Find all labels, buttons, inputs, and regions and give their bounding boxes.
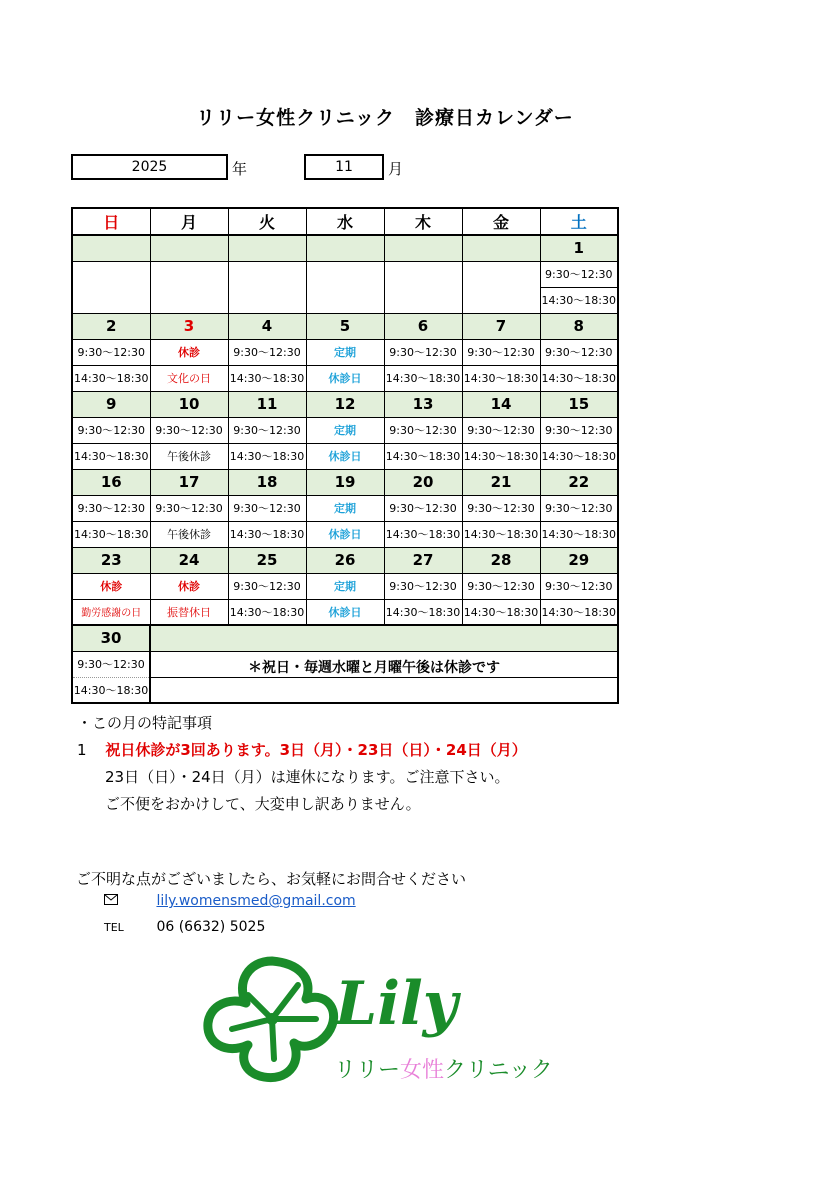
afternoon-closed: 午後休診 (150, 443, 228, 469)
month-label: 月 (388, 160, 404, 178)
am-row (72, 417, 618, 443)
clinic-logo (202, 955, 572, 1085)
page-title: リリー女性クリニック 診療日カレンダー (196, 107, 574, 129)
date-cell: 18 (228, 469, 306, 495)
date-cell: 21 (462, 469, 540, 495)
date-cell: 15 (540, 391, 618, 417)
hours-am: 9:30〜12:30 (462, 417, 540, 443)
hours-pm: 14:30〜18:30 (384, 599, 462, 625)
hours-pm: 14:30〜18:30 (384, 521, 462, 547)
date-cell: 27 (384, 547, 462, 573)
hours-pm: 14:30〜18:30 (462, 521, 540, 547)
date-cell: 13 (384, 391, 462, 417)
lily-flower-icon (202, 955, 342, 1085)
date-cell: 22 (540, 469, 618, 495)
pm-row (72, 599, 618, 625)
weekday-sun: 日 (72, 208, 150, 235)
date-cell (72, 235, 150, 261)
wednesday-closed-top: 定期 (306, 495, 384, 521)
hours-am: 9:30〜12:30 (384, 573, 462, 599)
pm-row (72, 521, 618, 547)
date-cell (150, 235, 228, 261)
pm-row (72, 365, 618, 391)
hours-am: 9:30〜12:30 (540, 573, 618, 599)
hours-pm: 14:30〜18:30 (540, 443, 618, 469)
email-link[interactable]: lily.womensmed@gmail.com (156, 893, 356, 909)
hours-am: 9:30〜12:30 (228, 573, 306, 599)
date-cell: 19 (306, 469, 384, 495)
wednesday-closed-bottom: 休診日 (306, 599, 384, 625)
hours-pm: 14:30〜18:30 (462, 599, 540, 625)
date-row (72, 469, 618, 495)
hours-am: 9:30〜12:30 (228, 339, 306, 365)
clinic-calendar (71, 207, 619, 704)
tel-label: TEL (104, 921, 124, 934)
date-cell: 29 (540, 547, 618, 573)
pm-row (72, 677, 618, 703)
wednesday-closed-bottom: 休診日 (306, 365, 384, 391)
hours-am: 9:30〜12:30 (384, 495, 462, 521)
date-cell: 14 (462, 391, 540, 417)
date-cell: 24 (150, 547, 228, 573)
weekday-fri: 金 (462, 208, 540, 235)
hours-pm: 14:30〜18:30 (384, 443, 462, 469)
notes-item-line1: 祝日休診が3回あります。3日（月）・23日（日）・24日（月） (105, 741, 527, 759)
date-row (72, 625, 618, 651)
hours-am: 9:30〜12:30 (540, 261, 618, 287)
hours-pm: 14:30〜18:30 (72, 365, 150, 391)
weekday-sat: 土 (540, 208, 618, 235)
hours-pm: 14:30〜18:30 (72, 677, 150, 703)
hours-pm: 14:30〜18:30 (540, 599, 618, 625)
date-cell: 25 (228, 547, 306, 573)
am-row (72, 573, 618, 599)
date-cell: 17 (150, 469, 228, 495)
date-cell: 6 (384, 313, 462, 339)
hours-am: 9:30〜12:30 (72, 417, 150, 443)
hours-am: 9:30〜12:30 (384, 417, 462, 443)
email-row (104, 893, 356, 909)
hours-am: 9:30〜12:30 (384, 339, 462, 365)
hours-pm: 14:30〜18:30 (540, 365, 618, 391)
hours-pm: 14:30〜18:30 (462, 443, 540, 469)
hours-am: 9:30〜12:30 (462, 495, 540, 521)
hours-pm: 14:30〜18:30 (462, 365, 540, 391)
date-cell: 16 (72, 469, 150, 495)
weekday-wed: 水 (306, 208, 384, 235)
hours-am: 9:30〜12:30 (228, 417, 306, 443)
am-row (72, 339, 618, 365)
date-cell: 7 (462, 313, 540, 339)
closure-note: ＊祝日・毎週水曜と月曜午後は休診です (248, 660, 500, 676)
date-cell: 20 (384, 469, 462, 495)
weekday-header-row (72, 208, 618, 235)
date-cell: 11 (228, 391, 306, 417)
tel-number: 06 (6632) 5025 (156, 919, 266, 935)
date-cell: 23 (72, 547, 150, 573)
year-field: 2025 (71, 154, 228, 180)
notes-item-1 (77, 737, 527, 764)
holiday-name: 勤労感謝の日 (72, 599, 150, 625)
date-row (72, 547, 618, 573)
date-row (72, 391, 618, 417)
hours-am: 9:30〜12:30 (540, 495, 618, 521)
special-notes (77, 710, 527, 818)
am-row (72, 261, 618, 287)
hours-pm: 14:30〜18:30 (228, 521, 306, 547)
wednesday-closed-top: 定期 (306, 417, 384, 443)
contact-intro: ご不明な点がございましたら、お気軽にお問合せください (76, 870, 467, 888)
pm-row (72, 287, 618, 313)
weekday-mon: 月 (150, 208, 228, 235)
tel-row (104, 919, 265, 935)
holiday-closed: 休診 (150, 339, 228, 365)
date-cell: 4 (228, 313, 306, 339)
date-cell: 5 (306, 313, 384, 339)
hours-am: 9:30〜12:30 (72, 651, 150, 677)
date-cell (306, 235, 384, 261)
date-cell: 28 (462, 547, 540, 573)
holiday-name: 文化の日 (150, 365, 228, 391)
afternoon-closed: 午後休診 (150, 521, 228, 547)
logo-word: Lily (335, 969, 458, 1039)
date-cell (228, 235, 306, 261)
hours-am: 9:30〜12:30 (540, 417, 618, 443)
notes-heading: ・この月の特記事項 (77, 714, 213, 732)
date-row (72, 235, 618, 261)
wednesday-closed-bottom: 休診日 (306, 521, 384, 547)
hours-pm: 14:30〜18:30 (228, 599, 306, 625)
date-cell-holiday: 3 (150, 313, 228, 339)
holiday-closed: 休診 (150, 573, 228, 599)
date-cell: 12 (306, 391, 384, 417)
hours-am: 9:30〜12:30 (72, 339, 150, 365)
hours-pm: 14:30〜18:30 (540, 521, 618, 547)
hours-am: 9:30〜12:30 (228, 495, 306, 521)
wednesday-closed-top: 定期 (306, 573, 384, 599)
notes-item-number: 1 (77, 741, 87, 759)
date-cell: 10 (150, 391, 228, 417)
hours-pm: 14:30〜18:30 (72, 521, 150, 547)
date-row (72, 313, 618, 339)
wednesday-closed-bottom: 休診日 (306, 443, 384, 469)
date-cell: 2 (72, 313, 150, 339)
holiday-closed: 休診 (72, 573, 150, 599)
notes-item-line2: 23日（日）・24日（月）は連休になります。ご注意下さい。 (105, 768, 510, 786)
logo-subtitle: リリー女性クリニック (334, 1058, 553, 1083)
date-cell: 26 (306, 547, 384, 573)
am-row (72, 495, 618, 521)
hours-am: 9:30〜12:30 (150, 417, 228, 443)
date-cell: 9 (72, 391, 150, 417)
hours-pm: 14:30〜18:30 (228, 365, 306, 391)
wednesday-closed-top: 定期 (306, 339, 384, 365)
hours-am: 9:30〜12:30 (462, 339, 540, 365)
month-field: 11 (304, 154, 384, 180)
hours-pm: 14:30〜18:30 (72, 443, 150, 469)
date-cell (462, 235, 540, 261)
hours-pm: 14:30〜18:30 (384, 365, 462, 391)
year-label: 年 (232, 160, 248, 178)
weekday-tue: 火 (228, 208, 306, 235)
notes-item-line3: ご不便をおかけして、大変申し訳ありません。 (105, 795, 421, 813)
date-cell: 8 (540, 313, 618, 339)
hours-am: 9:30〜12:30 (72, 495, 150, 521)
holiday-name: 振替休日 (150, 599, 228, 625)
date-cell (384, 235, 462, 261)
hours-pm: 14:30〜18:30 (540, 287, 618, 313)
hours-am: 9:30〜12:30 (150, 495, 228, 521)
hours-am: 9:30〜12:30 (462, 573, 540, 599)
weekday-thu: 木 (384, 208, 462, 235)
date-cell: 1 (540, 235, 618, 261)
hours-am: 9:30〜12:30 (540, 339, 618, 365)
date-cell: 30 (72, 625, 150, 651)
pm-row (72, 443, 618, 469)
envelope-icon (104, 893, 152, 909)
hours-pm: 14:30〜18:30 (228, 443, 306, 469)
